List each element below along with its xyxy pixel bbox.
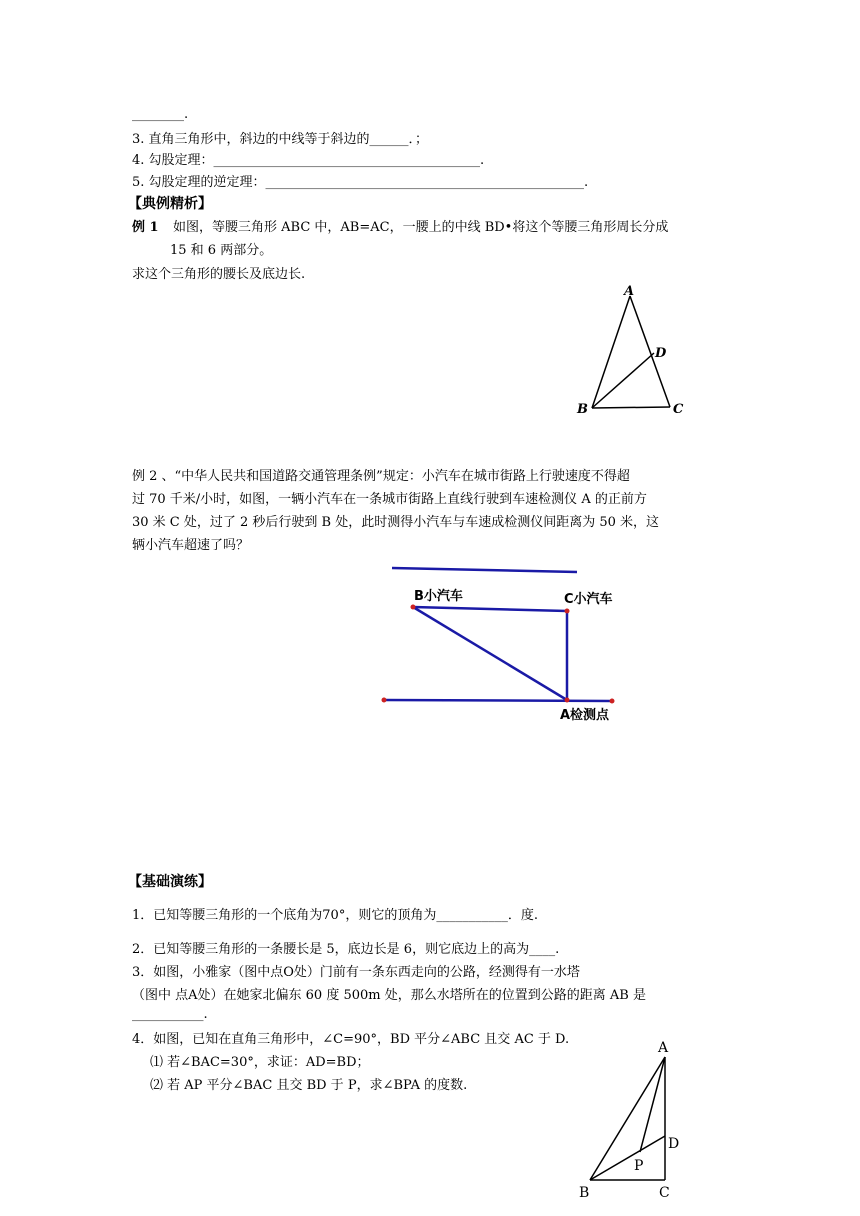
example-2-line4: 辆小汽车超速了吗？ <box>132 538 250 553</box>
basics-heading: 【基础演练】 <box>128 874 212 890</box>
example-1-line2: 15 和 6 两部分。 <box>170 243 273 258</box>
fig4-label-p: P <box>634 1158 644 1174</box>
triangle-figure-1 <box>570 280 690 420</box>
fig1-label-c: C <box>673 402 684 417</box>
examples-heading: 【典例精析】 <box>128 196 212 212</box>
blank-line: ________. <box>132 107 189 122</box>
example-1-line3: 求这个三角形的腰长及底边长. <box>132 267 306 282</box>
fig4-label-b: B <box>579 1185 590 1201</box>
fig1-label-a: A <box>624 284 635 299</box>
fig2-label-c: C小汽车 <box>564 592 613 607</box>
example-2-line3: 30 米 C 处，过了 2 秒后行驶到 B 处，此时测得小汽车与车速成检测仪间距离为 50 米，这 <box>132 515 660 530</box>
example-1-label: 例 1 <box>132 220 159 235</box>
basics-q3-line1: 3．如图，小雅家（图中点O处）门前有一条东西走向的公路，经测得有一水塔 <box>132 965 580 980</box>
basics-q4-sub2: ⑵ 若 AP 平分∠BAC 且交 BD 于 P，求∠BPA 的度数. <box>150 1078 468 1093</box>
item-4: 4. 勾股定理：_________________________________________. <box>132 153 485 168</box>
fig4-label-d: D <box>668 1136 680 1152</box>
example-1-line1: 如图，等腰三角形 ABC 中，AB=AC，一腰上的中线 BD•将这个等腰三角形周长分成 <box>173 220 669 235</box>
fig4-label-c: C <box>659 1185 670 1201</box>
basics-q1: 1．已知等腰三角形的一个底角为70°，则它的顶角为___________．度. <box>132 908 538 923</box>
item-5: 5. 勾股定理的逆定理：_________________________________________________. <box>132 175 589 190</box>
fig1-label-b: B <box>577 402 588 417</box>
fig2-label-a: A检测点 <box>560 708 610 723</box>
fig4-label-a: A <box>658 1040 669 1056</box>
example-2-line1: 例 2 、“中华人民共和国道路交通管理条例”规定：小汽车在城市街路上行驶速度不得超 <box>132 469 630 484</box>
basics-q4-line1: 4．如图，已知在直角三角形中，∠C=90°，BD 平分∠ABC 且交 AC 于 D. <box>132 1032 570 1047</box>
basics-q3-line3: ___________. <box>132 1007 208 1022</box>
road-figure <box>370 560 640 730</box>
right-triangle-figure <box>570 1035 700 1205</box>
basics-q2: 2．已知等腰三角形的一条腰长是 5，底边长是 6，则它底边上的高为____. <box>132 942 560 957</box>
basics-q3-line2: （图中 点A处）在她家北偏东 60 度 500m 处，那么水塔所在的位置到公路的距离 AB 是 <box>132 988 646 1003</box>
item-3: 3. 直角三角形中，斜边的中线等于斜边的______．； <box>132 132 429 147</box>
basics-q4-sub1: ⑴ 若∠BAC=30°，求证：AD=BD； <box>150 1055 370 1070</box>
fig2-label-b: B小汽车 <box>414 589 463 604</box>
fig1-label-d: D <box>655 346 667 361</box>
example-2-line2: 过 70 千米/小时，如图，一辆小汽车在一条城市街路上直线行驶到车速检测仪 A 的正前方 <box>132 492 647 507</box>
